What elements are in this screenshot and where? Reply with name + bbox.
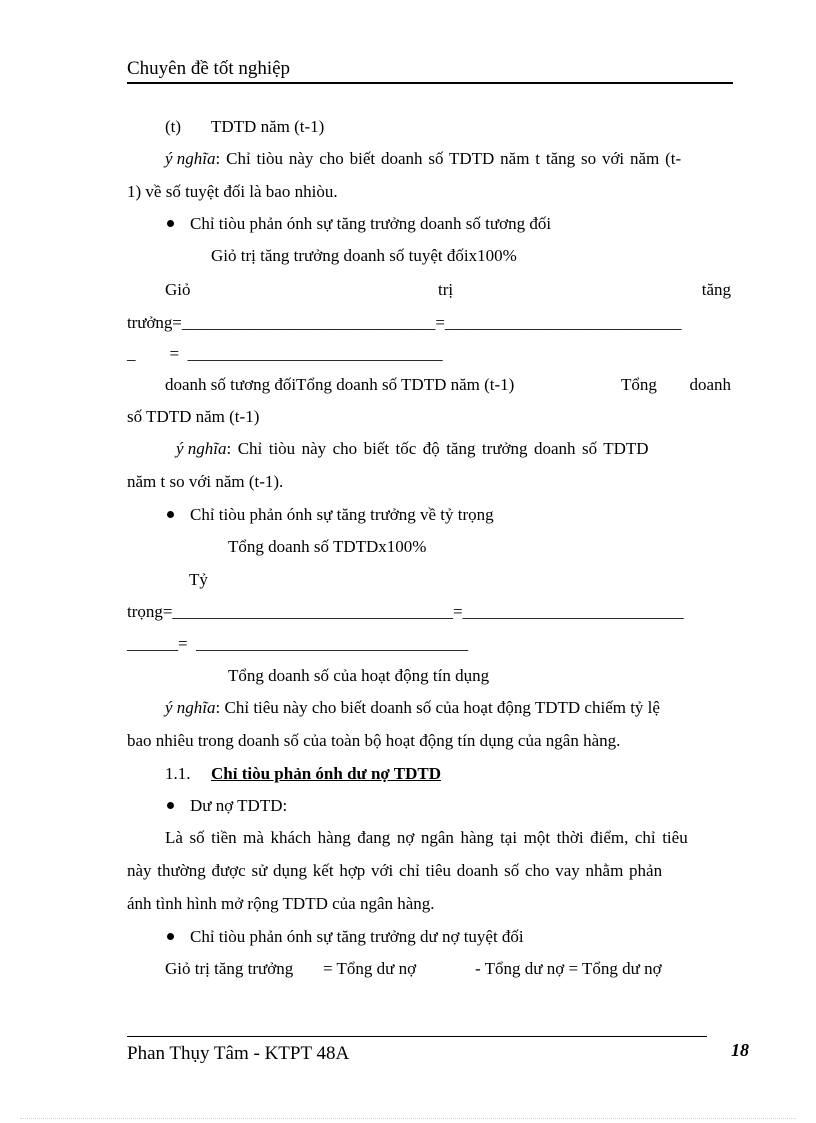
bullet-icon — [167, 511, 174, 518]
header-rule — [127, 82, 733, 84]
formula-line-3: _ = ______________________________ — [127, 344, 443, 363]
page-number: 18 — [731, 1040, 749, 1060]
bullet-text: Chỉ tiòu phản ónh sự tăng trưởng doanh số tương đối — [190, 214, 552, 233]
meaning-paragraph-2-line-2: năm t so với năm (t-1). — [127, 472, 284, 491]
formula-word-5: doanh — [689, 375, 731, 394]
meaning-text: : Chỉ tiòu này cho biết tốc độ tăng trưởng doanh số TDTD — [226, 439, 649, 458]
formula-text: TDTD năm (t-1) — [211, 117, 325, 136]
formula-denominator-2: số TDTD năm (t-1) — [127, 407, 260, 426]
formula-line-4: Tỷ — [189, 570, 208, 589]
formula-line-5: trọng=_________________________________=__________________________ — [127, 602, 684, 621]
bullet-item-absolute-outstanding — [167, 926, 524, 948]
formula-part-1: Giỏ trị tăng trưởng — [165, 959, 294, 978]
formula-part-3: - Tổng dư nợ = Tổng dư nợ — [475, 959, 662, 978]
meaning-paragraph-3-line-1 — [165, 697, 660, 719]
section-title: Chỉ tiòu phản ónh dư nợ TDTD — [211, 764, 442, 783]
formula-word-4: Tổng — [621, 375, 657, 394]
meaning-paragraph-1-line-2: 1) về số tuyệt đối là bao nhiòu. — [127, 182, 338, 201]
paragraph-line-1: Là số tiền mà khách hàng đang nợ ngân hàng tại một thời điểm, chỉ tiêu — [165, 828, 688, 847]
bullet-text: Dư nợ TDTD: — [190, 796, 288, 815]
meaning-paragraph-2-line-1 — [176, 438, 649, 460]
formula-numerator-1: Giỏ trị tăng trưởng doanh số tuyệt đốix100% — [211, 246, 517, 265]
formula-var: (t) — [165, 117, 182, 136]
meaning-label: ý nghĩa — [165, 698, 216, 717]
formula-word-3: tăng — [701, 280, 731, 299]
bullet-icon — [167, 802, 174, 809]
meaning-paragraph-3-line-2: bao nhiêu trong doanh số của toàn bộ hoạt động tín dụng của ngân hàng. — [127, 731, 621, 750]
formula-line-7 — [165, 958, 662, 980]
meaning-paragraph-1-line-1 — [165, 148, 730, 170]
formula-part-2: = Tổng dư nợ — [323, 959, 417, 978]
formula-denominator-3: Tổng doanh số của hoạt động tín dụng — [228, 666, 490, 685]
section-number: 1.1. — [165, 764, 191, 783]
meaning-label: ý nghĩa — [165, 149, 216, 168]
bullet-icon — [167, 220, 174, 227]
formula-line-2: trưởng=______________________________=____________________________ — [127, 313, 682, 332]
bullet-icon — [167, 933, 174, 940]
bullet-text: Chỉ tiòu phản ónh sự tăng trưởng dư nợ tuyệt đối — [190, 927, 524, 946]
meaning-text: : Chỉ tiòu này cho biết doanh số TDTD năm t tăng so với năm (t- — [215, 149, 682, 168]
line-1 — [165, 116, 325, 138]
footer-author: Phan Thụy Tâm - KTPT 48A — [127, 1043, 350, 1064]
formula-word-1: Giỏ — [165, 280, 191, 299]
meaning-label: ý nghĩa — [176, 439, 227, 458]
paragraph-line-3: ánh tình hình mở rộng TDTD của ngân hàng. — [127, 894, 435, 913]
bullet-text: Chỉ tiòu phản ónh sự tăng trưởng về tỷ trọng — [190, 505, 494, 524]
formula-line-6: ______= ________________________________ — [127, 634, 469, 653]
meaning-text: : Chỉ tiêu này cho biết doanh số của hoạt động TDTD chiếm tỷ lệ — [215, 698, 660, 717]
page-bottom-edge — [20, 1118, 796, 1119]
formula-word-2: trị — [438, 280, 454, 299]
header-title: Chuyên đề tốt nghiệp — [127, 58, 291, 79]
formula-denominator-1 — [165, 374, 731, 396]
bullet-item-relative-growth — [167, 213, 551, 235]
section-heading — [165, 763, 442, 785]
bullet-item-outstanding-loans — [167, 795, 287, 817]
footer-rule — [127, 1036, 707, 1037]
paragraph-line-2: này thường được sử dụng kết hợp với chỉ tiêu doanh số cho vay nhằm phản — [127, 861, 663, 880]
bullet-item-proportion — [167, 504, 494, 526]
formula-numerator-2: Tổng doanh số TDTDx100% — [228, 537, 427, 556]
formula-denominator-text: doanh số tương đốiTổng doanh số TDTD năm (t-1) — [165, 375, 515, 394]
